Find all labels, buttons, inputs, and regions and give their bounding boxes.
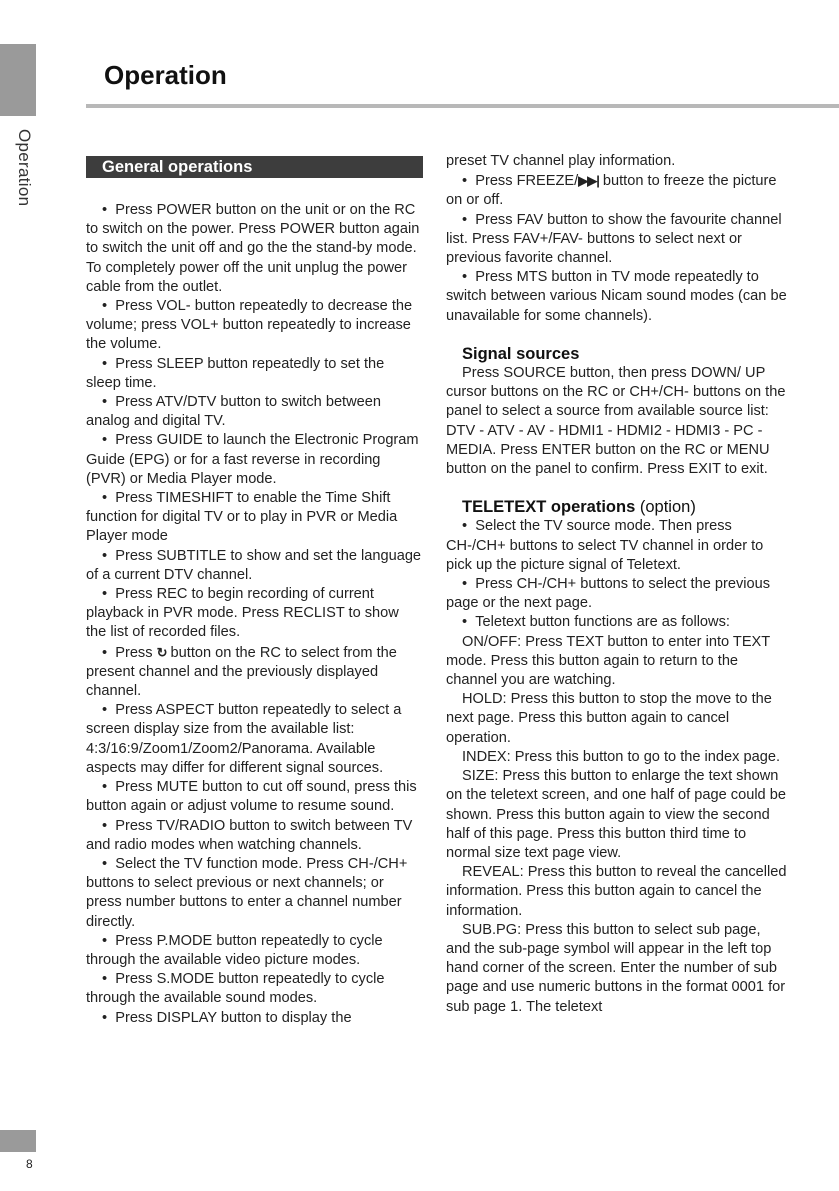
page-number: 8 <box>26 1157 33 1171</box>
list-item-text: Press FREEZE/ <box>475 173 579 190</box>
list-item: • Press MUTE button to cut off sound, press this button again or adjust volume to resume sound. <box>86 778 422 816</box>
list-item: • Press SUBTITLE to show and set the language of a current DTV channel. <box>86 547 422 585</box>
list-item: • Press CH-/CH+ buttons to select the previous page or the next page. <box>446 575 788 613</box>
list-item: • Press P.MODE button repeatedly to cycle through the available video picture modes. <box>86 932 422 970</box>
list-item-text: Press <box>115 644 153 661</box>
side-tab-label: Operation <box>15 129 34 207</box>
list-item: • Press FAV button to show the favourite channel list. Press FAV+/FAV- buttons to select next or previous favorite channel. <box>446 211 788 269</box>
list-item <box>446 171 788 210</box>
paragraph: INDEX: Press this button to go to the index page. <box>462 748 781 765</box>
paragraph: SIZE: Press this button to enlarge the text shown on the teletext screen, and one half of page could be shown. Press this button again to view the second half of this page. Press this button third time to normal size text page view. <box>446 768 786 861</box>
list-item: • Press REC to begin recording of current playback in PVR mode. Press RECLIST to show the list of recorded files. <box>86 585 422 643</box>
spacer <box>446 326 788 345</box>
section-heading-text: TELETEXT operations <box>462 498 636 517</box>
paragraph: ON/OFF: Press TEXT button to enter into TEXT mode. Press this button again to return to the channel you are watching. <box>446 633 770 689</box>
list-item: • Press SLEEP button repeatedly to set the sleep time. <box>86 355 422 393</box>
paragraph: HOLD: Press this button to stop the move to the next page. Press this button again to cancel operation. <box>446 691 772 746</box>
list-item: • Press DISPLAY button to display the <box>86 1009 422 1028</box>
page-title: Operation <box>104 60 227 90</box>
list-item-text: button to freeze the picture on or off. <box>446 173 777 209</box>
paragraph: REVEAL: Press this button to reveal the cancelled information. Press this button again to cancel the information. <box>446 864 787 919</box>
list-item <box>86 643 422 702</box>
left-column <box>86 201 422 1028</box>
list-item: • Select the TV source mode. Then press CH-/CH+ buttons to select TV channel in order to pick up the picture signal of Teletext. <box>446 517 788 575</box>
section-heading-general: General operations <box>86 156 423 178</box>
paragraph: preset TV channel play information. <box>446 153 676 169</box>
list-item: • Press ATV/DTV button to switch between analog and digital TV. <box>86 393 422 431</box>
footer-tab-block <box>0 1130 36 1152</box>
list-item: • Press ASPECT button repeatedly to select a screen display size from the available list: 4:3/16:9/Zoom1/Zoom2/Panorama. Available aspects may differ for different signal sources. <box>86 701 422 778</box>
return-arrow-icon: ↻ <box>156 644 167 660</box>
section-heading-option: (option) <box>639 498 696 517</box>
paragraph: Press SOURCE button, then press DOWN/ UP cursor buttons on the RC or CH+/CH- buttons on the panel to select a source from available source list: DTV - ATV - AV - HDMI1 - HDMI2 - HDMI3 - PC - MEDIA. Press ENTER button on the RC or MENU button on the panel to confirm. Press EXIT to exit. <box>446 365 786 478</box>
list-item: • Press MTS button in TV mode repeatedly to switch between various Nicam sound modes (can be unavailable for some channels). <box>446 268 788 326</box>
list-item: • Select the TV function mode. Press CH-/CH+ buttons to select previous or next channels; or press number buttons to enter a channel number directly. <box>86 855 422 932</box>
list-item: • Press POWER button on the unit or on the RC to switch on the power. Press POWER button again to switch the unit off and go the the stand-by mode. To completely power off the unit unplug the power cable from the outlet. <box>86 201 422 297</box>
list-item: • Press VOL- button repeatedly to decrease the volume; press VOL+ button repeatedly to increase the volume. <box>86 297 422 355</box>
list-item: • Teletext button functions are as follows: <box>446 613 788 632</box>
list-item-text: button on the RC to select from the present channel and the previously displayed channel. <box>86 644 397 700</box>
section-heading-teletext <box>446 498 788 517</box>
list-item: • Press TV/RADIO button to switch between TV and radio modes when watching channels. <box>86 817 422 855</box>
list-item: • Press S.MODE button repeatedly to cycle through the available sound modes. <box>86 970 422 1008</box>
spacer <box>446 479 788 498</box>
right-column <box>446 152 788 1017</box>
list-item: • Press TIMESHIFT to enable the Time Shift function for digital TV or to play in PVR or Media Player mode <box>86 489 422 547</box>
section-heading-signal: Signal sources <box>462 344 580 363</box>
next-track-icon: ▶▶| <box>578 173 599 189</box>
paragraph: SUB.PG: Press this button to select sub page, and the sub-page symbol will appear in the left top hand corner of the screen. Enter the number of sub page and use numeric buttons in the format 0001 for sub page 1. The teletext <box>446 921 786 1015</box>
side-tab-block <box>0 44 36 116</box>
title-divider <box>86 104 839 108</box>
list-item: • Press GUIDE to launch the Electronic Program Guide (EPG) or for a fast reverse in recording (PVR) or Media Player mode. <box>86 431 422 489</box>
